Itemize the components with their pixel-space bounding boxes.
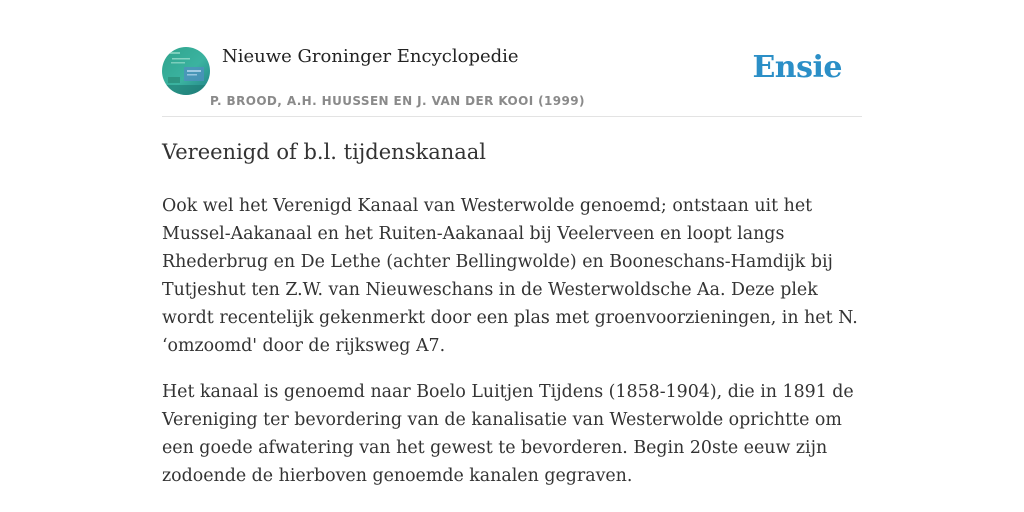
source-authors: P. BROOD, A.H. HUUSSEN EN J. VAN DER KOOI (1999)	[210, 94, 585, 108]
article-paragraph: Ook wel het Verenigd Kanaal van Westerwolde genoemd; ontstaan uit het Mussel-Aakanaal en het Ruiten-Aakanaal bij Veelerveen en loopt langs Rhederbrug en De Lethe (achter Bellingwolde) en Booneschans-Hamdijk bij Tutjeshut ten Z.W. van Nieuweschans in de Westerwoldsche Aa. Deze plek wordt recentelijk gekenmerkt door een plas met groenvoorzieningen, in het N. ‘omzoomd' door de rijksweg A7.	[162, 196, 858, 356]
article-body	[162, 192, 862, 508]
source-title[interactable]: Nieuwe Groninger Encyclopedie	[222, 46, 519, 67]
article-paragraph: Het kanaal is genoemd naar Boelo Luitjen Tijdens (1858-1904), die in 1891 de Vereniging ter bevordering van de kanalisatie van Westerwolde oprichtte om een goede afwatering van het gewest te bevorderen. Begin 20ste eeuw zijn zodoende de hierboven genoemde kanalen gegraven.	[162, 382, 854, 486]
article-title: Vereenigd of b.l. tijdenskanaal	[162, 140, 487, 164]
encyclopedia-thumbnail-icon[interactable]	[162, 47, 210, 95]
source-header	[162, 44, 862, 117]
ensie-logo[interactable]: Ensie	[752, 50, 842, 85]
